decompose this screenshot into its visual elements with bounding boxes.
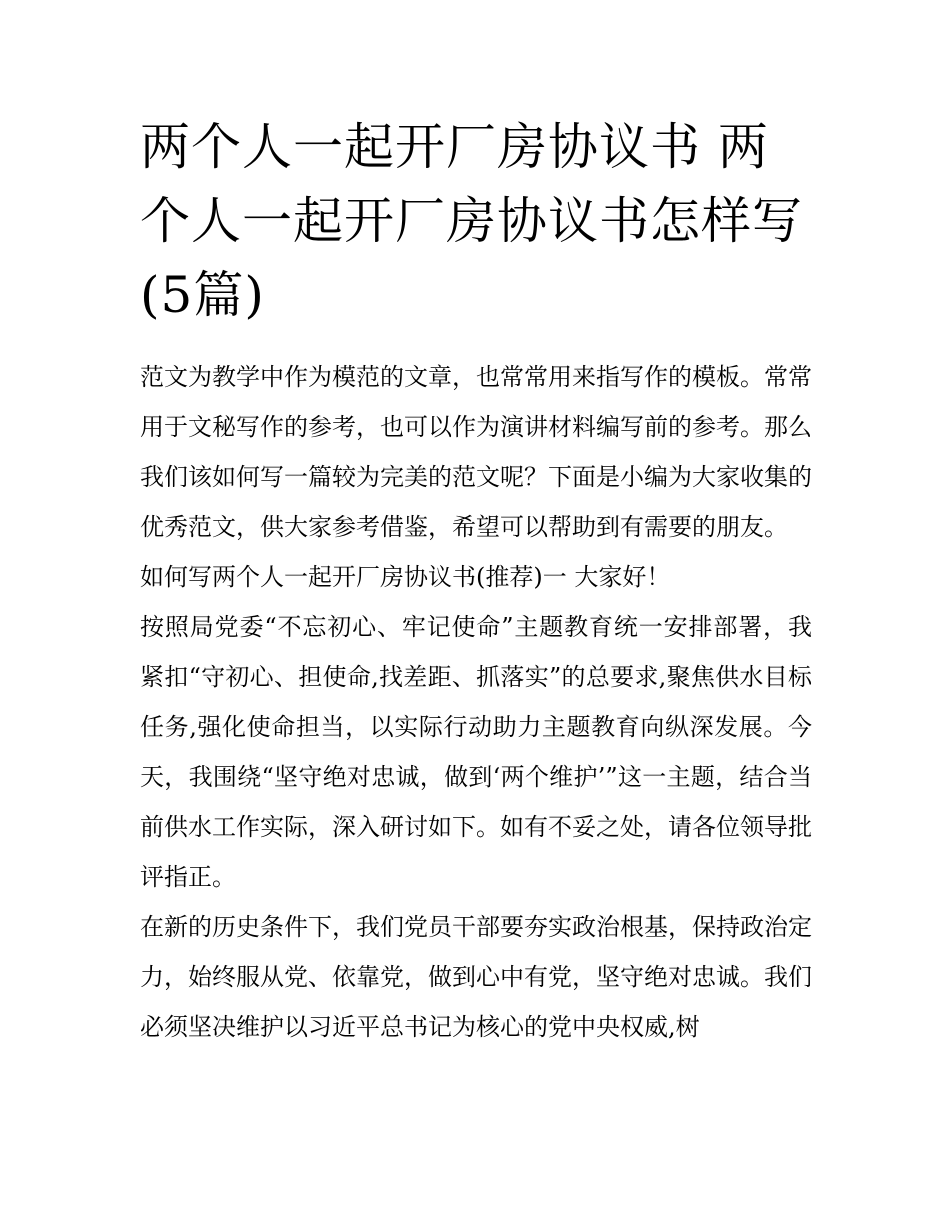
intro-paragraph: 范文为教学中作为模范的文章，也常常用来指写作的模板。常常用于文秘写作的参考，也可以作为演讲材料编写前的参考。那么我们该如何写一篇较为完美的范文呢？下面是小编为大家收集的优秀范文，供大家参考借鉴，希望可以帮助到有需要的朋友。 — [140, 363, 812, 541]
body-paragraph: 按照局党委“不忘初心、牢记使命”主题教育统一安排部署，我紧扣“守初心、担使命,找差距、抓落实”的总要求,聚焦供水目标任务,强化使命担当，以实际行动助力主题教育向纵深发展。今天，我围绕“坚守绝对忠诚，做到‘两个维护’”这一主题，结合当前供水工作实际，深入研讨如下。如有不妥之处，请各位领导批评指正。 — [140, 613, 812, 891]
document-body — [140, 352, 812, 1052]
section-heading-paragraph: 如何写两个人一起开厂房协议书(推荐)一 大家好！ — [140, 563, 671, 591]
document-title: 两个人一起开厂房协议书 两个人一起开厂房协议书怎样写(5篇) — [140, 118, 803, 324]
body-paragraph: 在新的历史条件下，我们党员干部要夯实政治根基，保持政治定力，始终服从党、依靠党，做到心中有党，坚守绝对忠诚。我们必须坚决维护以习近平总书记为核心的党中央权威,树 — [140, 913, 812, 1041]
document-page — [140, 110, 812, 1052]
